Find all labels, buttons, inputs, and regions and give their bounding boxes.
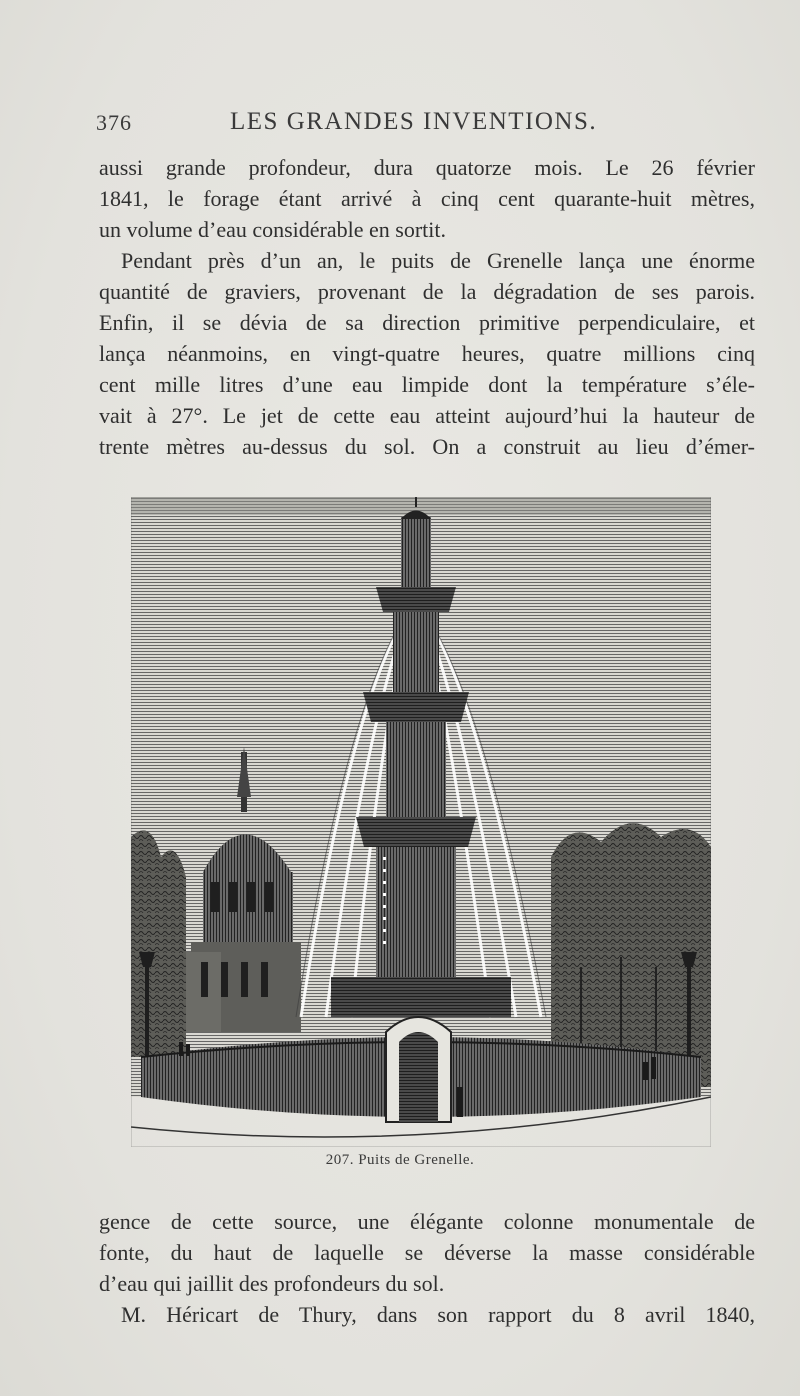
text-line: trente mètres au-dessus du sol. On a construit au lieu d’émer- — [99, 434, 755, 459]
text-line: aussi grande profondeur, dura quatorze mois. Le 26 février — [99, 155, 755, 180]
text-line: fonte, du haut de laquelle se déverse la masse considérable — [99, 1240, 755, 1265]
text-line: d’eau qui jaillit des profondeurs du sol. — [99, 1271, 445, 1296]
text-line: lança néanmoins, en vingt-quatre heures, quatre millions cinq — [99, 341, 755, 366]
left-trees — [131, 830, 186, 1057]
page-number: 376 — [96, 110, 132, 135]
text-line: Pendant près d’un an, le puits de Grenelle lança une énorme — [121, 248, 755, 273]
text-line: quantité de graviers, provenant de la dégradation de ses parois. — [99, 279, 755, 304]
text-line: gence de cette source, une élégante colonne monumentale de — [99, 1209, 755, 1234]
text-line: cent mille litres d’une eau limpide dont la température s’éle- — [99, 372, 755, 397]
text-line: 1841, le forage étant arrivé à cinq cent quarante-huit mètres, — [99, 186, 755, 211]
fountain-engraving — [131, 497, 711, 1147]
running-head — [96, 104, 746, 144]
body-text-bottom — [99, 1206, 755, 1330]
body-text-top — [99, 152, 755, 462]
figure-caption: 207. Puits de Grenelle. — [325, 1152, 475, 1168]
text-line: vait à 27°. Le jet de cette eau atteint aujourd’hui la hauteur de — [99, 403, 755, 428]
book-title: LES GRANDES INVENTIONS. — [230, 108, 598, 135]
text-line: Enfin, il se dévia de sa direction primitive perpendiculaire, et — [99, 310, 755, 335]
text-line: un volume d’eau considérable en sortit. — [99, 217, 447, 242]
text-line: M. Héricart de Thury, dans son rapport du 8 avril 1840, — [121, 1302, 755, 1327]
